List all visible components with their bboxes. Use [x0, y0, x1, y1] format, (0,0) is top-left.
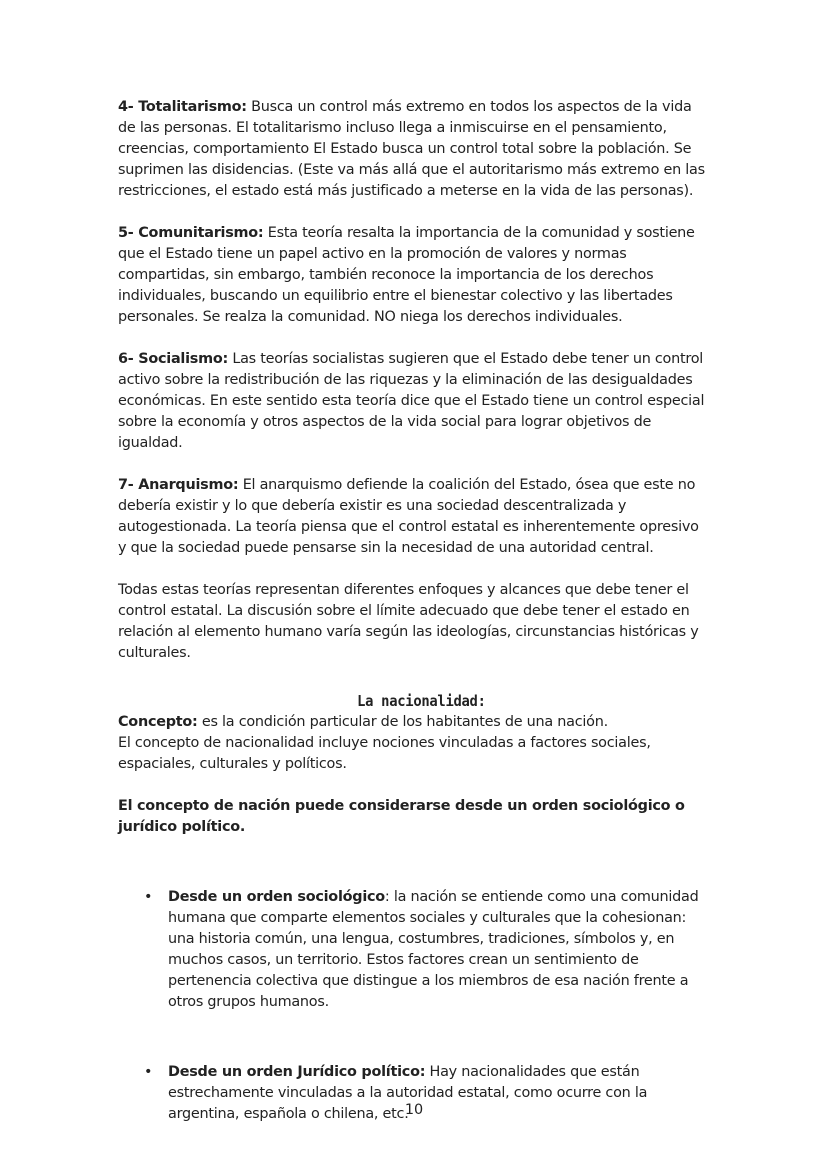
theory-text: El anarquismo defiende la coalición del Estado, ósea que este no debería existir y lo que debería existir es una sociedad descentralizada y autogestionada. La teoría piensa que el control estatal es inherentemente opresivo y que la sociedad puede pensarse sin la necesidad de una autoridad central. — [118, 477, 699, 556]
theory-text: Las teorías socialistas sugieren que el Estado debe tener un control activo sobre la redistribución de las riquezas y la eliminación de las desigualdades económicas. En este sentido esta teoría dice que el Estado tiene un control especial sobre la economía y otros aspectos de la vida social para lograr objetivos de igualdad. — [118, 351, 705, 451]
concept-paragraph — [118, 712, 710, 733]
list-item — [118, 887, 710, 1013]
nation-order-list — [118, 887, 710, 1125]
bullet-icon: • — [144, 1064, 153, 1080]
bullet-label: Desde un orden Jurídico político: — [168, 1064, 426, 1080]
theory-label: 4- Totalitarismo: — [118, 99, 247, 115]
theory-text: Busca un control más extremo en todos los aspectos de la vida de las personas. El totalitarismo incluso llega a inmiscuirse en el pensamiento, creencias, comportamiento El Estado busca un control total sobre la población. Se suprimen las disidencias. (Este va más allá que el autoritarismo más extremo en las restricciones, el estado está más justificado a meterse en la vida de las personas). — [118, 99, 705, 199]
theory-comunitarismo — [118, 223, 710, 328]
theory-text: Esta teoría resalta la importancia de la comunidad y sostiene que el Estado tiene un papel activo en la promoción de valores y normas compartidas, sin embargo, también reconoce la importancia de los derechos individuales, buscando un equilibrio entre el bienestar colectivo y las libertades personales. Se realza la comunidad. NO niega los derechos individuales. — [118, 225, 695, 325]
bullet-text: Hay nacionalidades que están estrechamente vinculadas a la autoridad estatal, como ocurre con la argentina, española o chilena, etc. — [168, 1064, 648, 1122]
theory-socialismo — [118, 349, 710, 454]
nation-statement-text: El concepto de nación puede considerarse desde un orden sociológico o jurídico político. — [118, 798, 685, 835]
concept-label: Concepto: — [118, 714, 198, 730]
bullet-icon: • — [144, 889, 153, 905]
bullet-label: Desde un orden sociológico — [168, 889, 385, 905]
concept-text: es la condición particular de los habitantes de una nación. — [197, 714, 608, 730]
document-page — [118, 97, 710, 1125]
page-number: 10 — [404, 1102, 424, 1118]
bullet-paragraph — [168, 887, 710, 1013]
bullet-text: : la nación se entiende como una comunidad humana que comparte elementos sociales y culturales que la cohesionan: una historia común, una lengua, costumbres, tradiciones, símbolos y, en muchos casos, un territorio. Estos factores crean un sentimiento de pertenencia colectiva que distingue a los miembros de esa nación frente a otros grupos humanos. — [168, 889, 699, 1010]
nation-statement — [118, 796, 710, 838]
summary-paragraph: Todas estas teorías representan diferentes enfoques y alcances que debe tener el control estatal. La discusión sobre el límite adecuado que debe tener el estado en relación al elemento humano varía según las ideologías, circunstancias históricas y culturales. — [118, 582, 699, 661]
theory-label: 6- Socialismo: — [118, 351, 228, 367]
theory-anarquismo — [118, 475, 710, 559]
theory-totalitarismo — [118, 97, 710, 202]
section-heading: La nacionalidad: — [357, 692, 486, 710]
concept-detail: El concepto de nacionalidad incluye nociones vinculadas a factores sociales, espaciales, culturales y políticos. — [118, 735, 651, 772]
theory-label: 5- Comunitarismo: — [118, 225, 264, 241]
theory-label: 7- Anarquismo: — [118, 477, 239, 493]
